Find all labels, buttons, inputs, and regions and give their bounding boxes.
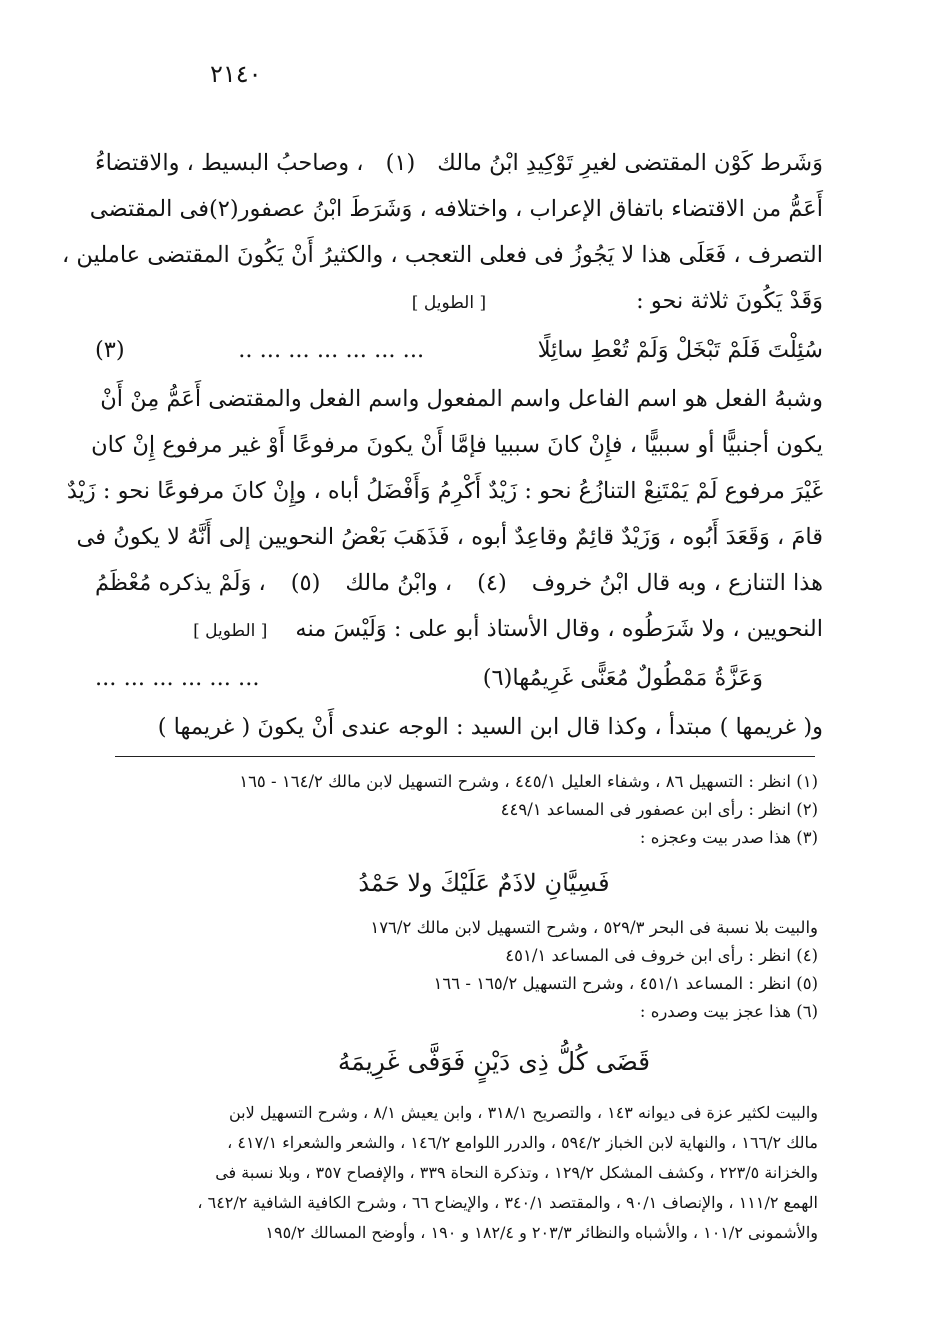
- footnote-3-verse: فَسِيَّانِ لاذَمٌ عَلَيْكَ ولا حَمْدُ: [358, 869, 610, 897]
- footnote-6-sources: [110, 1098, 818, 1248]
- footnote-6-source-line: مالك ١٦٦/٢ ، والنهاية لابن الخباز ٥٩٤/٢ ، والدرر اللوامع ١٤٦/٢ ، والشعر والشعراء ٤١٧/١ ،: [227, 1133, 818, 1152]
- footnote-2: (٢) انظر : رأى ابن عصفور فى المساعد ٤٤٩/١: [500, 800, 818, 819]
- footnote-5: (٥) انظر : المساعد ٤٥١/١ ، وشرح التسهيل ١٦٥/٢ - ١٦٦: [433, 974, 818, 993]
- footnote-4: (٤) انظر : رأى ابن خروف فى المساعد ٤٥١/١: [505, 946, 818, 965]
- footnote-6: (٦) هذا عجز بيت وصدره :: [639, 1002, 818, 1021]
- verse-line: [95, 324, 823, 376]
- text-segment: التصرف ، فَعَلَى هذا لا يَجُوزُ فى فعلى التعجب ، والكثيرُ أَنْ يَكُونَ المقتضى عاملين ،: [61, 242, 823, 268]
- footnote-3: (٣) هذا صدر بيت وعجزه :: [639, 828, 818, 847]
- footnote-ref: (١): [385, 150, 416, 176]
- verse-dots: ... ... ... ... ... ... ..: [238, 337, 425, 363]
- footnote-3-source: والبيت بلا نسبة فى البحر ٥٢٩/٣ ، وشرح التسهيل لابن مالك ١٧٦/٢: [370, 918, 818, 937]
- footnote-6-source-line: والخزانة ٢٢٣/٥ ، وكشف المشكل ١٢٩/٢ ، وتذكرة النحاة ٣٣٩ ، والإفصاح ٣٥٧ ، وبلا نسبة فى: [215, 1163, 818, 1182]
- main-text: [61, 140, 823, 750]
- page-number: ٢١٤٠: [210, 60, 262, 88]
- text-line: [95, 606, 823, 652]
- text-line: [95, 704, 823, 750]
- text-segment: و( غريمها ) مبتدأ ، وكذا قال ابن السيد : الوجه عندى أَنْ يكونَ ( غريمها ): [157, 714, 823, 740]
- verse-text: وَعَزَّةُ مَمْطُولٌ مُعَنًّى غَرِيمُها: [512, 665, 763, 691]
- footnote-ref: (٥): [290, 570, 321, 596]
- text-segment: وشبهُ الفعل هو اسم الفاعل واسم المفعول واسم الفعل والمقتضى أَعَمُّ مِنْ أَنْ: [100, 386, 823, 412]
- footnote-6-source-line: والبيت لكثير عزة فى ديوانه ١٤٣ ، والتصريح ٣١٨/١ ، وابن يعيش ٨/١ ، وشرح التسهيل لابن: [228, 1103, 818, 1122]
- footnotes: [110, 768, 818, 1248]
- text-line: [95, 278, 823, 324]
- text-line: [95, 376, 823, 422]
- text-segment: يكون أجنبيًّا أو سببيًّا ، فإِنْ كانَ سببيا فإمَّا أَنْ يكونَ مرفوعًا أَوْ غير مرفوع إِنْ كان: [91, 432, 823, 458]
- text-segment: غَيْرَ مرفوع لَمْ يَمْتَنِعْ التنازُعُ نحو : زَيْدٌ أَكْرِمُ وَأَفْضَلُ أباه ، وإِنْ كانَ مرفوعًا نحو : زَيْدٌ: [66, 478, 823, 504]
- text-line: [91, 422, 823, 468]
- text-segment: أَعَمُّ من الاقتضاء باتفاق الإعراب ، واختلافه ، وَشَرَطَ ابْنُ عصفور: [238, 196, 823, 222]
- text-segment: النحويين ، ولا شَرَطُوه ، وقال الأستاذ أبو على : وَلَيْسَ منه: [295, 616, 823, 642]
- text-line: [95, 560, 823, 606]
- verse-text: سُئِلْتَ فَلَمْ تَبْخَلْ وَلَمْ تُعْطِ سائِلًا: [537, 337, 823, 363]
- footnote-ref: (٢): [209, 196, 239, 222]
- text-segment: هذا التنازع ، وبه قال ابْنُ خروف: [531, 570, 823, 596]
- text-line: [89, 186, 823, 232]
- footnote-6-source-line: والأشمونى ١٠١/٢ ، والأشباه والنظائر ٢٠٣/٣ و ١٨٢/٤ و ١٩٠ ، وأوضح المسالك ١٩٥/٢: [265, 1223, 818, 1242]
- footnote-6-source-line: الهمع ١١١/٢ ، والإنصاف ٩٠/١ ، والمقتصد ٣٤٠/١ ، والإيضاح ٦٦ ، وشرح الكافية الشافية ٦٤٢/٢ ،: [197, 1193, 818, 1212]
- meter-label: [ الطويل ]: [411, 293, 487, 313]
- text-segment: ، وصاحبُ البسيط ، والاقتضاءُ: [95, 150, 364, 176]
- footnote-ref: (٦): [482, 665, 513, 691]
- text-segment: فى المقتضى: [89, 196, 209, 222]
- text-segment: وَشَرط كَوْن المقتضى لغيرِ تَوْكِيدِ ابْنُ مالك: [437, 150, 823, 176]
- verse-dots: ... ... ... ... ... ...: [95, 665, 260, 691]
- footnote-ref: (٣): [95, 337, 125, 363]
- text-line: [61, 232, 823, 278]
- verse-line: [95, 652, 823, 704]
- text-segment: ، وَلَمْ يذكره مُعْظَمُ: [95, 570, 266, 596]
- text-line: [95, 140, 823, 186]
- footnote-divider: [115, 756, 815, 757]
- text-segment: قامَ ، وَقَعَدَ أَبُوه ، وَزَيْدٌ قائِمٌ وقاعِدٌ أبوه ، فَذَهَبَ بَعْضُ النحويين إلى أَنَّهُ لا يكونُ فى: [76, 524, 823, 550]
- text-line: [76, 514, 823, 560]
- footnote-1: (١) انظر : التسهيل ٨٦ ، وشفاء العليل ٤٤٥/١ ، وشرح التسهيل لابن مالك ١٦٤/٢ - ١٦٥: [239, 772, 818, 791]
- footnote-ref: (٤): [477, 570, 507, 596]
- meter-label: [ الطويل ]: [193, 621, 268, 641]
- text-segment: وَقَدْ يَكُونَ ثلاثة نحو :: [636, 288, 823, 314]
- text-segment: ، وابْنُ مالك: [345, 570, 453, 596]
- footnote-6-verse: قَضَى كُلُّ ذِى دَيْنٍ فَوَفَّى غَرِيمَهُ: [337, 1047, 651, 1076]
- text-line: [66, 468, 823, 514]
